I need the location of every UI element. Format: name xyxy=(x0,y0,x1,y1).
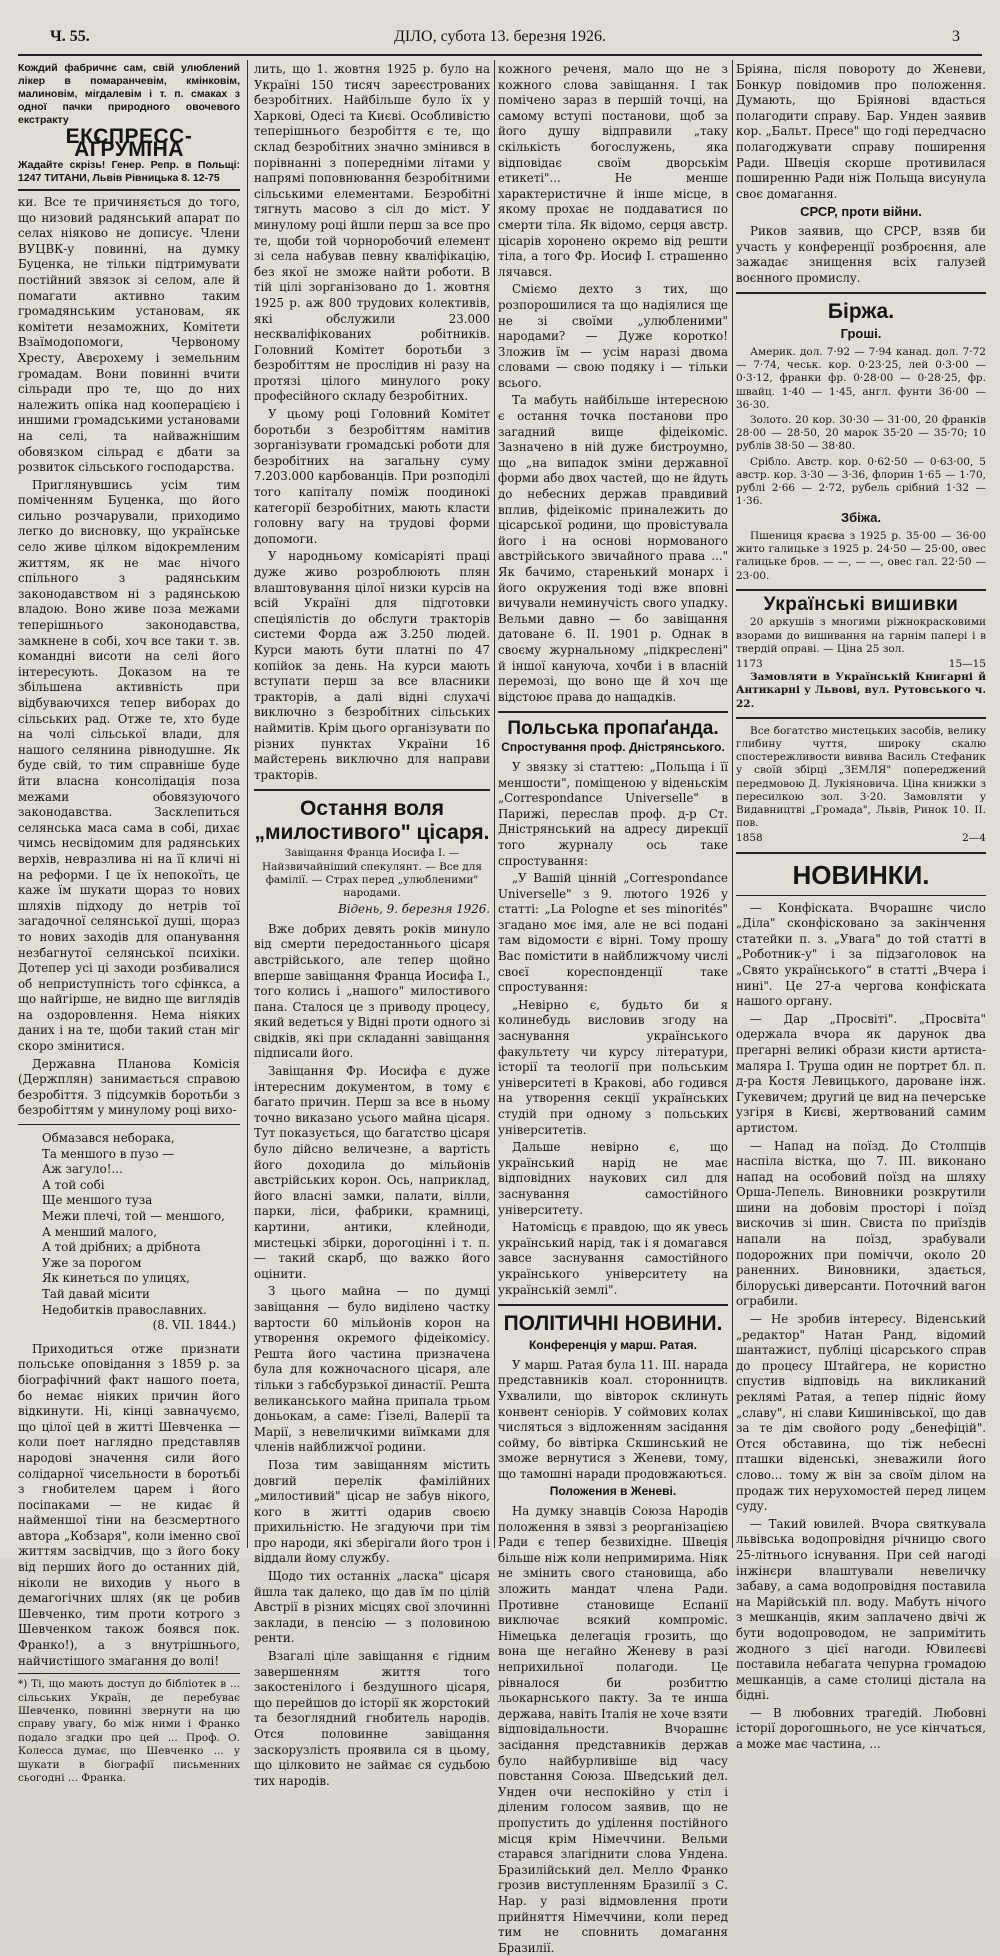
column-1 xyxy=(18,62,240,1785)
article-paragraph: У цьому році Головний Комітет боротьби з безробіттям намітив зорганізувати громадські роботи для безробітних на загальну суму 7.203.000 карбованців. При розподілі того капіталу поміж поодинокі категорії безробітних, мають класти головну вагу на трудові форми допомоги. xyxy=(254,407,490,546)
agrumin-ad xyxy=(18,62,240,191)
poem-line: Та меншого в пузо — xyxy=(42,1146,175,1161)
news-item: — Дар „Просвіті". „Просвіта" одержала вчора як дарунок два прегарні великі образи кисти артиста-маляра І. Труша один не портрет бл. п. д-ра Костя Левицького, дароване інж. Гукевичем; другий це вид на печерське узгіря в Києві, жертвований самим артистом. xyxy=(736,1011,986,1135)
article-paragraph: Завіщання Фр. Иосифа є дуже інтересним документом, в тому є багато причин. Перш за все в ньому точно виказано усього майна цісаря. Тут показується, що багатство цісаря було дійсно величезне, а вартість його доходила до мільйонів австрійських корон. Ось, наприклад, його власні замки, палати, вілли, парки, ліси, фабрики, крамниці, картини, антики, клейноди, мистецькі збірки, дорогоцінні і т. п. — такий скарб, що важко його оцінити. xyxy=(254,1064,490,1281)
article-paragraph: „У Вашій цінній „Correspondance Universelle" з 9. лютого 1926 у статті: „La Pologne et ses minorités" згадано моє імя, але не всі подані там відомости є вірні. Тому прошу Вас помістити в найближчому числі своєї кореспонденції таке спростування: xyxy=(498,871,728,995)
article-paragraph: Приходиться отже признати польське оповідання з 1859 р. за біографічний факт нашого поета, бо немає ніяких причин його відкинути. Ні, кінці завначуємо, що цілої цей в житті Шевченка — коли поет наглядно представляв народові значення сили його солідарної чисельности в боротьбі з гнобителем царем і його посіпаками — не кидає й найменшої тіни на безсмертного автора „Кобзаря", коли іменно свої життям засвідчив, що з його боку від перших його до останних дій, ніколи не виходив у нього в демагогічних шлях (як це робив Шевченко, тим проти котрого з Шевченком також боявся пок. Франко!), а з внутрішнього, найчистішого змагання до волі! xyxy=(18,1341,240,1668)
poem-line: Ще меншого туза xyxy=(42,1193,153,1208)
agrumin-ad-text: Кождий фабричнє сам, свій улюблений лікер в помаранчевім, кмінковім, малиновім, мігдалевім і т. п. смаках з одної пачки природного овочевого екстракту xyxy=(18,62,240,126)
article-paragraph: Вже добрих девять років минуло від смерти передостаннього цісаря австрійського, але тепер щойно вперше завіщання Франца Иосифа І., того колись і „нашого" милостивого пана. Сталося це з приводу процесу, який ведеться у Відні проти одного зі свідків, які при складанні завіщання підписали його. xyxy=(254,921,490,1061)
article-paragraph: ки. Все те причиняється до того, що низовий радянський апарат по селах ніяково не дописує. Члени ВУЦВК-у повинні, на думку Буценка, не тільки підтримувати постійний звязок зі селом, але й помагати активно таким громадянським установам, як комітети незаможних, Комітети Взаїмодопомоги, Червоному Хресту, Авєрохему і земельним громадам. Вони повинні вчити сільради про те, що до них належить опіка над кооперацією і иншими громадськими установами на селі, та найважнішим обовязком сільрад є дбати за розвиток сільського господарства. xyxy=(18,195,240,475)
poem-line: Обмазався неборака, xyxy=(42,1131,175,1146)
zemlya-ad-codes xyxy=(736,832,986,845)
article-paragraph: „Невірно є, будьто би я колинебудь висловив згоду на заснування українського факультету чи курсу літератури, історії та теології при польським університеті в Кракові, або годився на утворення секції українських студій при одному з польських університетів. xyxy=(498,997,728,1137)
separator xyxy=(498,1304,728,1306)
rates-paragraph: Золото. 20 кор. 30·30 — 31·00, 20 франків 28·00 — 28·50, 20 марок 35·20 — 35·70; 10 рублів 38·50 — 38·80. xyxy=(736,413,986,453)
article-subtitle: Конференція у марш. Ратая. xyxy=(528,1338,698,1353)
article-paragraph: На думку знавців Союза Народів положення в зявзі з реорганізацією Ради є тепер безвихідне. Швеція більше ніж коли непримирима. Ніяк не змінить свого становища, або зложить мандат члена Ради. Противне становище Еспанії виключає всякий компроміс. Німецька делегація грозить, що вона ще негайно Женеву в разі неприхильної полагоди. Це рівналося би розбиттю льокарнського пакту. За те инша держава, навіть Італія не хоче взяти відповідальности. Вчорашнє засідання представників держав було найбурливіше від часу повстання Союза. Шведський дел. Унден очи неспокійно у стіл і діленим голосом заявив, що не пропустить до уділення постійного місця крім Німеччини. Вельми старався злагіднити слова Ундена. Бразилійський дел. Мелло Франко грозив виступленням Бразилії з С. Нар. у разі відмовлення проти прийняття Німеччини, коли перед тим не сповнить домагання Бразилії. xyxy=(498,1504,728,1955)
poem-line: Уже за порогом xyxy=(42,1255,142,1270)
section-subtitle: Збіжа. xyxy=(840,510,881,526)
article-paragraph: З цього майна — по думці завіщання — було виділено частку вартости 60 мільйонів корон на утворення окремого фідеікомісу. Решта його частина призначена була для кожночасного цісаря, але тільки з габсбурзької династії. Решта великанського майна припала трьом доньокам, а саме: Ґізелі, Валерії та Марії, з невеличкими виїмками для членів найближчої родини. xyxy=(254,1284,490,1455)
footnote: *) Ті, що мають доступ до бібліотек в ... сільських Україн, де перебуває Шевченко, повинні звернути на цю справу увагу, бо між ними і Франко подало згадки про цей ... Проф. О. Колесса думає, що Шевченко ... у шукати в біографії письменних сьогодні ... Франка. xyxy=(18,1673,240,1785)
article-paragraph: Сміємо дехто з тих, що розпорошилися та що надіялися ще не зі своїми „улюбленими" народами? — Дуже коротко! Зложив їм — усім наразі двома словами — свою подяку і — тільки всього. xyxy=(498,282,728,390)
article-subtitle: Спростування проф. Дністрянського. xyxy=(501,740,725,755)
poem-line: А менший малого, xyxy=(42,1224,157,1239)
news-item: — Такий ювилей. Вчора святкувала львівська водопровідня річницю свого 25-літнього існування. При сей нагоді інжінєри влаштували невеличку забаву, а сама водопровідня поставила на Марійській пл. воду. Мабуть нічого з мешканців, яким заплачено двічі ж бути водопроводом, не запримітить жодного з цієї нагоди. Ювилеєві поставила небагата чепурна громадою мешканців, а саме столиці дістала на бідні. xyxy=(736,1516,986,1703)
article-paragraph: У марш. Ратая була 11. ІІІ. нарада представників коал. сторонництв. Ухвалили, що вівторок склинуть конвент сеніорів. У соймових колах числяться з відложенням засідання сойму, бо вівтірка Скшинський не зможе вернутися з Женеви, тому, що тамошні наради продовжаються. xyxy=(498,1357,728,1481)
agrumin-ad-brand: ЕКСПРЕСС-АҐРУМІНА xyxy=(65,125,193,161)
article-lead: Завіщання Франца Иосифа І. — Найзвичайніший спекулянт. — Все для фамілії. — Страх перед „улюбленими" народами. xyxy=(261,847,483,899)
poem-line: Аж загуло!... xyxy=(42,1162,123,1177)
article-paragraph: Взагалі ціле завіщання є гідним завершенням життя того закостенілого і бездушного цісаря, що перейшов до історії як жорстокий та безоглядний гнобитель народів. Отся половинне завіщання заскорузлість проявила ся в цьому, що цілковито не займає ся судьбою тих народів. xyxy=(254,1649,490,1788)
article-paragraph: Натомісць є правдою, що як увесь український нарід, так і я домагався завсе заснування самостійного українського університету на українській землі". xyxy=(498,1220,728,1297)
section-title: ПОЛІТИЧНІ НОВИНИ. xyxy=(503,1312,723,1336)
column-divider-3 xyxy=(732,60,733,1548)
article-subtitle: СРСР, проти війни. xyxy=(800,204,922,220)
agrumin-ad-contact: Жадайте скрізь! Генер. Репр. в Польщі: 1247 ТИТАНИ, Львів Рівницька 8. 12-75 xyxy=(18,159,240,184)
separator xyxy=(736,717,986,719)
poem-line: Тай давай місити xyxy=(42,1286,150,1301)
separator xyxy=(736,895,986,896)
poem-line: А той собі xyxy=(42,1177,105,1192)
article-paragraph: Та мабуть найбільше інтересною є остання точка постанови про загадний вище фідеікоміс. Зазначено в ній дуже бистроумно, що „на випадок зміни державної форми або двох частей, що не йдуть до небесних держав правдивий вплив, фідеікоміс приналежить до цісарської родини, що провістувала його і на основі нормованого австрійського звичайного права ..." Як бачимо, старенький монарх і його окружения тоді вже вповні вичували неминучість свого упадку. Вельми давно — бо завіщання датоване 6. ІІ. 1901 р. Однак в своєму журнальному „підкреслені" й іншої кануюча, хочби і в власній перемозі, що воно ще й хоч ще відстоює права до нащадків. xyxy=(498,393,728,704)
poem-quote xyxy=(42,1131,240,1334)
article-paragraph: У народньому комісаріяті праці дуже живо розроблюють плян влаштовування цілої низки курсів на всій Україні для підготовки спеціялістів до обслуги тракторів системи Форда аж 3.250 людей. Курси мають бути платні по 47 копійок за день. На курси мають вступати перш за все власники тракторів, а далі відні слухачі виключно з безробітних сільських наймитів. Крім цього організувати по різних пунктах України 16 майстерень виключно для направи тракторів. xyxy=(254,549,490,782)
column-divider-1 xyxy=(247,60,248,1548)
article-paragraph: кожного реченя, мало що не з кожного слова завіщання. І так помічено зараз в першій точці, на самому вступі постанови, щоб за його душу відправили „таку скількість богослужень, яка відповідає своїм дворськім етикеті"... Не менше характеристичне й інше місце, в якому прохає не поддаватися по смерти тіла. Як відомо, серця австр. цісарів хоронено окремо від решти тіла, а того Фр. Иосиф І. страшенно лячався. xyxy=(498,62,728,279)
ad-code: 2—4 xyxy=(962,832,986,845)
page-number: 3 xyxy=(952,28,960,45)
news-item: — Напад на поїзд. До Столпців наспіла вістка, що 7. ІІІ. виконано напад на особовий поїзд на шляху Орша-Лепель. Виновники розкрутили шини на добовім просторі і поїзд вискочив зі шин. Свиста по приїздів напали на поїзд, зрабували подорожних при поміччи, около 20 раненних. Виновники, здається, білоруські диверсанти. Поточний вагон ограбили. xyxy=(736,1138,986,1309)
news-item: — В любовних трагедій. Любовні історії дорогошнього, не усе кінчаться, а може має частина, ... xyxy=(736,1705,986,1752)
article-paragraph: Риков заявив, що СРСР, взяв би участь у конференції розброєння, але зажадає знищення всіх галузей воєнного промислу. xyxy=(736,223,986,285)
embroidery-ad-codes xyxy=(736,658,986,671)
ad-code: 15—15 xyxy=(948,657,986,670)
section-subtitle: Гроші. xyxy=(840,326,882,342)
separator xyxy=(254,789,490,791)
dateline: Відень, 9. березня 1926. xyxy=(338,902,490,917)
zemlya-ad-text: Все богатство мистецьких засобів, велику глибину чуття, широку скалю спостережливости вивива Василь Стефаник у своїй збірці „ЗЕМЛЯ" попереджений передмовою Д. Лукіяновича. Ціна книжки з пересилкою зол. 3·20. Замовляти у Видавництві „Громада", Львів, Ринок 10. II. пов. xyxy=(736,724,986,830)
separator xyxy=(736,852,986,854)
separator xyxy=(736,589,986,591)
article-paragraph: Дальше невірно є, що український нарід не має відповідних наукових сил для заснування самостійного університету. xyxy=(498,1140,728,1217)
article-title: Остання воля „милостивого" цісаря. xyxy=(254,797,490,845)
masthead-date: ДІЛО, субота 13. березня 1926. xyxy=(393,28,607,45)
ad-code: 1858 xyxy=(736,832,763,845)
poem-line: Недобитків православних. xyxy=(42,1302,207,1317)
page-header xyxy=(40,28,960,54)
column-2 xyxy=(254,62,490,1788)
article-paragraph: лить, що 1. жовтня 1925 р. було на Україні 150 тисяч зареєстрованих безробітних. Найбільше було їх у Харкові, Одесі та Києві. Особливістю теперішнього безробіття є те, що склад безробітних значно змінився в порівнанні з попередніми літами у напрямі поповнювання безробітними сільськими елементами. Безробітні тягнуть масово з сіл до міст. У минулому році йшли перш за все про те, щоби той чорноробочий елемент зі села набував певну кваліфікацію, без якої не зможе найти роботи. В тій цілі зорганізовано до 1. жовтня 1925 р. аж 800 трудових колективів, які обслужили 23.000 нескваліфікованих робітників. Головний Комітет боротьби з безробіттям не прослідив ні разу на протязі цілого минулого року професійного складу безробітних. xyxy=(254,62,490,404)
rates-paragraph: Америк. дол. 7·92 — 7·94 канад. дол. 7·72 — 7·74, чеськ. кор. 0·23·25, лей 0·3·00 — 0·3·12, франки фр. 0·28·00 — 0·28·25, фр. швайц. 1·40 — 1·45, англ. фунти 36·00 — 36·30. xyxy=(736,345,986,411)
embroidery-ad-title: Українські вишивки xyxy=(763,593,959,615)
article-subtitle: Положения в Женеві. xyxy=(549,1484,677,1499)
rates-paragraph: Пшениця краєва з 1925 р. 35·00 — 36·00 жито галицьке з 1925 р. 24·50 — 25·00, овес галицьке бров. — —, — —, овес гал. 22·50 — 23·00. xyxy=(736,529,986,582)
header-rule xyxy=(18,54,982,56)
separator xyxy=(736,292,986,294)
article-paragraph: Приглянувшись усім тим поміченням Буценка, що його сильно розчарували, приходимо легко до висновку, що українське село живе цілком відокремленим життям, як не має нічого спільного з радянським законодавством ні з радянською владою. Воно живе поза межами теперішнього законодавства, замкнене в собі, хоч все таки т. зв. командні висоти на селі його інтересують. Доказом на те збільшена активність при відбуваючихся тепер виборах до сільських рад. Отже те, хто буде на чолі сільської влади, для нашого селянина рівнодушне. Як буде свій, то тим справніше буде йти власна консолідація поза межами обовязуючого законодавства. Засклепиться селянська маса сама в собі, дихає чимсь несвідомим для радянських верхів, невразлива ні на її кличі ні на реформи. І це їх непокоїть, це каже їм шукати щораз то нових шляхів підходу до нетрів тої загадочної селянської душі, щораз то нових заходів для опанування незбагнутої селянської психіки. Дотепер усі ці заходи розбивалися об неприступність того сфінкса, а що найгірше, не видно ще виглядів на оздоровлення. Нема ніяких даних і на те, щоби такий стан міг скоро змінитися. xyxy=(18,477,240,1054)
article-title: Польська пропаґанда. xyxy=(507,718,719,740)
article-paragraph: Поза тим завіщанням містить довгий перелік фамілійних „милостивий" цісар не забув нікого, кого в житті одарив своєю прихильністю. Не згадуючи при тім про народи, які зберігали його трон і віддали йому службу. xyxy=(254,1457,490,1566)
page-label: Ч. 55. xyxy=(50,28,90,45)
column-divider-2 xyxy=(494,60,495,1548)
embroidery-ad-address: Замовляти в Українській Книгарні й Антикарні у Львові, вул. Рутовського ч. 22. xyxy=(736,671,986,710)
article-paragraph: У звязку зі статтею: „Польща і її меншости", поміщеною у віденьскім „Correspondance Universelle" в Парижі, переслав проф. д-р Ст. Дністрянський на адресу дирекції того журналу ось таке спростування: xyxy=(498,759,728,868)
embroidery-ad-text: 20 аркушів з многими ріжнокраскoвими взорами до вишивання на гарнім папері і в твердій оправі. — Ціна 25 зол. xyxy=(736,616,986,655)
poem-line: Як кинеться по улицях, xyxy=(42,1271,190,1286)
ad-code: 1173 xyxy=(736,657,763,670)
poem-line: А той дрібних; а дрібнота xyxy=(42,1240,201,1255)
separator xyxy=(498,711,728,713)
news-item: — Конфіската. Вчорашнє число „Діла" сконфісковано за закінчення статейки п. з. „Увага" до той статті в „Роботник-у" і за підзаголовок на „Свято українського“ в статті „Вчера і нині". Це 27-а чергова конфіската нашого органу. xyxy=(736,900,986,1009)
poem-date: (8. VII. 1844.) xyxy=(152,1318,236,1333)
section-title: НОВИНКИ. xyxy=(792,859,930,890)
column-4 xyxy=(736,62,986,1752)
poem-line: Межи плечі, той — меншого, xyxy=(42,1209,225,1223)
rates-paragraph: Срібло. Австр. кор. 0·62·50 — 0·63·00, 5 австр. кор. 3·30 — 3·36, флорин 1·65 — 1·70, рублі 2·66 — 2·72, рубель срібний 1·32 — 1·36. xyxy=(736,455,986,508)
separator xyxy=(18,1124,240,1125)
article-paragraph: Щодо тих останніх „ласка" цісаря йшла так далеко, що дав їм по цілій Австрії в різних місцях свої злочинні заклади, в пенсію — з половиною ренти. xyxy=(254,1569,490,1646)
article-paragraph: Бріяна, після повороту до Женеви, Бонкур повідомив про положення. Думають, що Бріянові вдасться полагодити справу. Бар. Унден заявив кор. „Бальт. Пресе" що годі передчасно полагоджувати справу поширення Ради. Швеція скорше противилася поширенню Ради ніж Польща висунула своє домагання. xyxy=(736,62,986,201)
news-item: — Не зробив інтересу. Віденський „редактор" Натан Ранд, відомий шантажист, публіці цісарського справ до процесу Штайгера, не користно спустив відповідь на викликаний реклямі Ратая, а тепер підніс йому „славу", ні слави Кишинівської, що дав за те дім свойого роду „бенефіцій". Отся обставина, що тіж небесні пташки віденські, зневажили його слово... тому ж він за своїм ділом на продаж тих нерухомостей перед лицем суду. xyxy=(736,1312,986,1514)
column-3 xyxy=(498,62,728,1955)
article-paragraph: Державна Планова Комісія (Держплян) занимається справою безробіття. З підсумків боротьби з безробіттям у минулому році вихо- xyxy=(18,1056,240,1118)
section-title: Біржа. xyxy=(827,300,895,324)
